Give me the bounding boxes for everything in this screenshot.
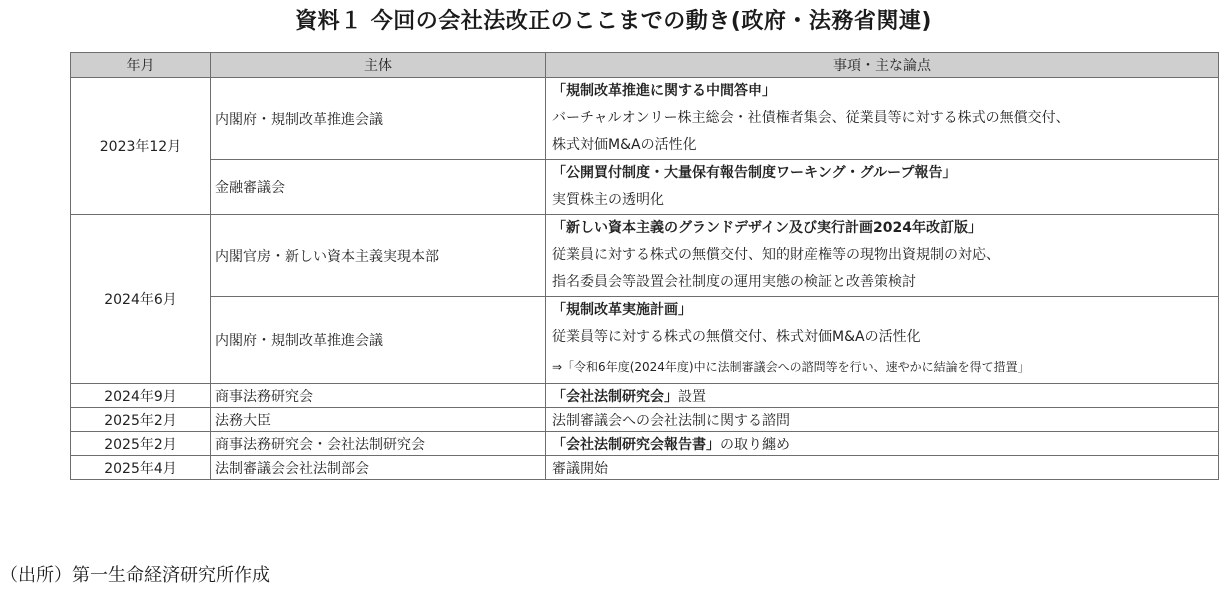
table-row [71, 384, 1219, 408]
body-cell: 内閣府・規制改革推進会議 [211, 78, 546, 160]
item-title: 「公開買付制度・大量保有報告制度ワーキング・グループ報告」 [552, 165, 957, 181]
detail-cell [546, 432, 1219, 456]
body-cell: 法務大臣 [211, 408, 546, 432]
column-header-date: 年月 [71, 53, 211, 78]
timeline-table [70, 52, 1219, 480]
column-header-body: 主体 [211, 53, 546, 78]
body-cell: 商事法務研究会・会社法制研究会 [211, 432, 546, 456]
item-text: 実質株主の透明化 [552, 192, 664, 208]
item-text: の取り纏め [720, 436, 790, 453]
table-row [71, 456, 1219, 480]
item-text: 指名委員会等設置会社制度の運用実態の検証と改善策検討 [552, 274, 916, 290]
item-text: 従業員に対する株式の無償交付、知的財産権等の現物出資規制の対応、 [552, 247, 1000, 263]
date-cell: 2025年4月 [71, 456, 211, 480]
detail-cell [546, 78, 1219, 160]
body-cell: 商事法務研究会 [211, 384, 546, 408]
table-header-row [71, 53, 1219, 78]
item-title: 「規制改革実施計画」 [552, 302, 692, 318]
date-cell: 2024年9月 [71, 384, 211, 408]
column-header-detail: 事項・主な論点 [546, 53, 1219, 78]
item-title: 「会社法制研究会」 [552, 388, 678, 405]
date-cell: 2024年6月 [71, 215, 211, 384]
item-text: 設置 [678, 388, 706, 405]
item-title: 「新しい資本主義のグランドデザイン及び実行計画2024年改訂版」 [552, 220, 982, 236]
table-row [71, 432, 1219, 456]
item-note: ⇒「令和6年度(2024年度)中に法制審議会への諮問等を行い、速やかに結論を得て措置」 [552, 360, 1030, 374]
item-title: 「会社法制研究会報告書」 [552, 436, 720, 453]
item-text: 従業員等に対する株式の無償交付、株式対価M&Aの活性化 [552, 329, 921, 345]
table-row [71, 215, 1219, 297]
date-cell: 2025年2月 [71, 432, 211, 456]
table-row [71, 297, 1219, 384]
detail-cell [546, 160, 1219, 215]
date-cell: 2023年12月 [71, 78, 211, 215]
table-row [71, 160, 1219, 215]
table-row [71, 408, 1219, 432]
detail-cell: 審議開始 [546, 456, 1219, 480]
source-note: （出所）第一生命経済研究所作成 [0, 565, 270, 586]
detail-cell [546, 297, 1219, 384]
item-text: バーチャルオンリー株主総会・社債権者集会、従業員等に対する株式の無償交付、 [552, 110, 1070, 126]
body-cell: 金融審議会 [211, 160, 546, 215]
table-row [71, 78, 1219, 160]
date-cell: 2025年2月 [71, 408, 211, 432]
item-title: 「規制改革推進に関する中間答申」 [552, 83, 776, 99]
body-cell: 法制審議会会社法制部会 [211, 456, 546, 480]
body-cell: 内閣官房・新しい資本主義実現本部 [211, 215, 546, 297]
detail-cell: 法制審議会への会社法制に関する諮問 [546, 408, 1219, 432]
body-cell: 内閣府・規制改革推進会議 [211, 297, 546, 384]
detail-cell [546, 384, 1219, 408]
detail-cell [546, 215, 1219, 297]
page-title: 資料１ 今回の会社法改正のここまでの動き(政府・法務省関連) [295, 9, 932, 34]
item-text: 株式対価M&Aの活性化 [552, 137, 697, 153]
